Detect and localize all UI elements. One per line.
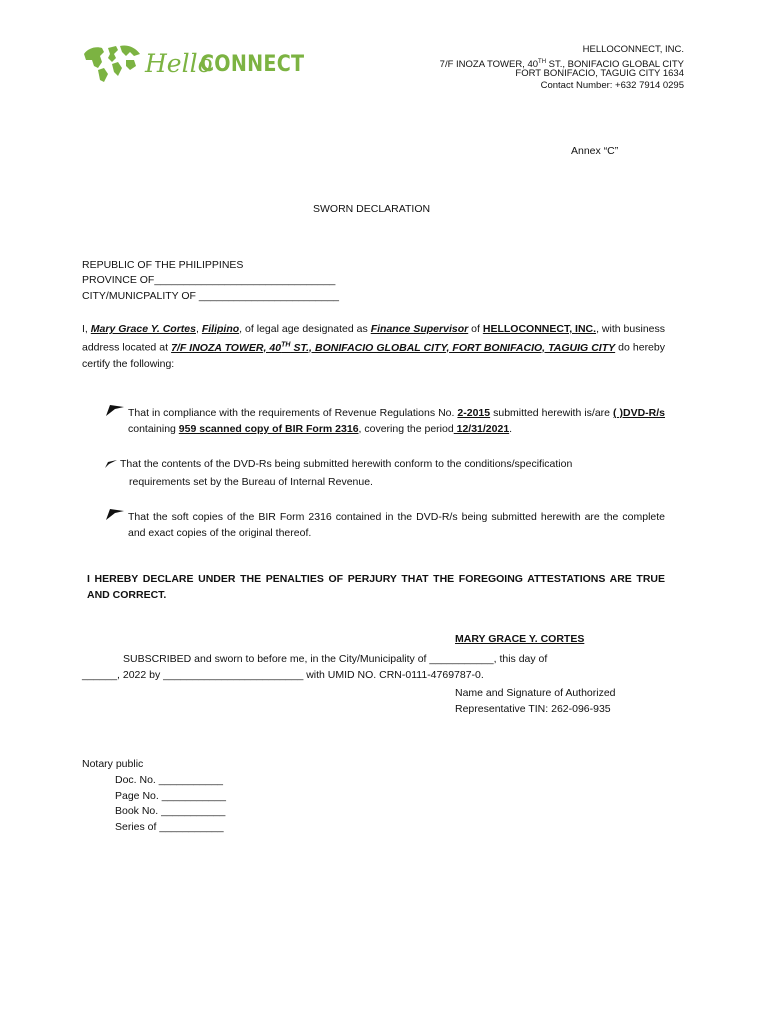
globe-icon	[82, 42, 142, 84]
signer-name: MARY GRACE Y. CORTES	[455, 633, 585, 645]
header-address-line2: FORT BONIFACIO, TAGUIG CITY 1634	[515, 68, 684, 79]
notary-page-no: Page No. ___________	[115, 790, 226, 802]
representative-line1: Name and Signature of Authorized	[455, 687, 616, 699]
header-address-line1: 7/F INOZA TOWER, 40TH ST., BONIFACIO GLOBAL CITY	[439, 59, 684, 71]
notary-doc-no: Doc. No. ___________	[115, 774, 223, 786]
intro-paragraph: I, Mary Grace Y. Cortes, Filipino, of legal age designated as Finance Supervisor of HELLOCONNECT, INC., with business address located at 7/F INOZA TOWER, 40TH ST., BONIFACIO GLOBAL CITY, FORT BONIFACIO, TAGUIG CITY do hereby certify the following:	[82, 323, 665, 370]
notary-title: Notary public	[82, 758, 144, 770]
declarant-company: HELLOCONNECT, INC.	[482, 323, 597, 335]
check-bullet-icon	[105, 460, 117, 469]
annex-label: Annex “C”	[571, 145, 619, 157]
subscribed-line1: SUBSCRIBED and sworn to before me, in the City/Municipality of ___________, this day of	[123, 653, 548, 665]
notary-book-no: Book No. ___________	[115, 805, 226, 817]
venue-republic: REPUBLIC OF THE PHILIPPINES	[82, 259, 244, 271]
logo-hello-text: Hello	[145, 49, 213, 78]
business-address: 7/F INOZA TOWER, 40TH ST., BONIFACIO GLOBAL CITY, FORT BONIFACIO, TAGUIG CITY	[171, 341, 616, 354]
header-contact: Contact Number: +632 7914 0295	[540, 80, 684, 91]
declarant-nationality: Filipino	[201, 323, 240, 335]
document-title: SWORN DECLARATION	[313, 203, 431, 215]
perjury-declaration: I HEREBY DECLARE UNDER THE PENALTIES OF PERJURY THAT THE FOREGOING ATTESTATIONS ARE TRUE AND CORRECT.	[87, 573, 665, 601]
certification-item-1: That in compliance with the requirements of Revenue Regulations No. 2-2015 submitted herewith is/are ( )DVD-R/s containing 959 scanned copy of BIR Form 2316, covering the period 12/31/2021.	[128, 407, 665, 435]
certification-item-2-line1: That the contents of the DVD-Rs being submitted herewith conform to the conditions/specification	[120, 458, 573, 470]
subscribed-line2: ______, 2022 by ________________________ with UMID NO. CRN-0111-4769787-0.	[82, 669, 484, 681]
venue-city: CITY/MUNICPALITY OF ________________________	[82, 290, 340, 302]
representative-tin: Representative TIN: 262-096-935	[455, 703, 611, 715]
company-logo	[82, 40, 305, 90]
arrow-bullet-icon	[106, 509, 124, 521]
venue-province: PROVINCE OF_______________________________	[82, 274, 336, 286]
certification-item-2-line2: requirements set by the Bureau of Internal Revenue.	[129, 476, 373, 488]
logo-connect-text: CONNECT	[200, 52, 305, 77]
arrow-bullet-icon	[106, 405, 124, 417]
header-company: HELLOCONNECT, INC.	[582, 44, 684, 55]
declarant-position: Finance Supervisor	[370, 323, 469, 335]
certification-item-3: That the soft copies of the BIR Form 2316 contained in the DVD-R/s being submitted herewith are the complete and exact copies of the original thereof.	[128, 511, 665, 539]
notary-series: Series of ___________	[115, 821, 224, 833]
declarant-name: Mary Grace Y. Cortes	[90, 323, 196, 335]
